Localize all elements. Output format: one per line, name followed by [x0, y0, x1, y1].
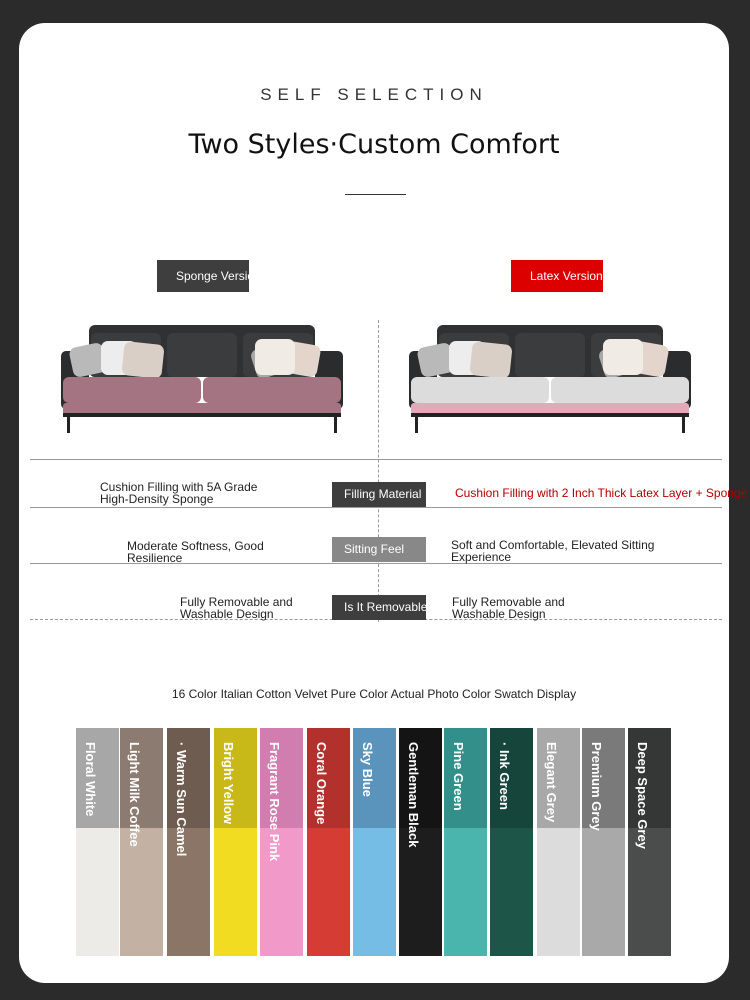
- removable-label: Is It Removable: [332, 595, 426, 620]
- swatch-fabric: [76, 828, 119, 956]
- color-swatch: [214, 728, 257, 956]
- color-swatch: [399, 728, 442, 956]
- color-swatch: [353, 728, 396, 956]
- row-divider: [30, 459, 722, 460]
- pillow: [255, 339, 295, 375]
- pillow: [469, 341, 512, 379]
- color-swatch: [628, 728, 671, 956]
- sponge-filling-text: Cushion Filling with 5A Grade High-Density Sponge: [100, 480, 258, 506]
- row-divider: [30, 507, 722, 508]
- back-cushion: [167, 333, 237, 377]
- seat-cushion: [63, 377, 201, 403]
- swatch-label: Coral Orange: [314, 742, 329, 825]
- color-swatch: [120, 728, 163, 956]
- seat-cushion: [203, 377, 341, 403]
- latex-sofa-image: [405, 319, 695, 435]
- swatch-label: Pine Green: [451, 742, 466, 811]
- seat-cushion: [551, 377, 689, 403]
- color-swatch: [444, 728, 487, 956]
- color-swatch: [582, 728, 625, 956]
- filling-material-label: Filling Material: [332, 482, 426, 507]
- color-swatch: [490, 728, 533, 956]
- swatch-fabric: [307, 828, 350, 956]
- back-cushion: [515, 333, 585, 377]
- swatch-fabric: [490, 828, 533, 956]
- pillow: [121, 341, 164, 379]
- product-card: [19, 23, 748, 983]
- sofa-leg: [334, 417, 337, 433]
- sofa-leg: [415, 417, 418, 433]
- latex-version-tag: Latex Version: [511, 260, 603, 292]
- swatch-label: Bright Yellow: [221, 742, 236, 825]
- center-divider: [378, 320, 379, 622]
- sponge-removable-text: Fully Removable and Washable Design: [180, 595, 293, 621]
- color-swatch: [307, 728, 350, 956]
- swatch-fabric: [120, 828, 163, 956]
- swatch-label: Deep Space Grey: [635, 742, 650, 849]
- sponge-version-tag: Sponge Version: [157, 260, 249, 292]
- sofa-leg: [682, 417, 685, 433]
- sofa-frame: [411, 413, 689, 417]
- color-swatch: [260, 728, 303, 956]
- swatch-fabric: [214, 828, 257, 956]
- sofa-frame: [63, 413, 341, 417]
- latex-removable-text: Fully Removable and Washable Design: [452, 595, 565, 621]
- seat-cushion: [411, 377, 549, 403]
- swatch-label: Elegant Grey: [544, 742, 559, 823]
- color-swatch: [76, 728, 119, 956]
- swatch-caption: 16 Color Italian Cotton Velvet Pure Color Actual Photo Color Swatch Display: [171, 687, 577, 701]
- latex-filling-text: Cushion Filling with 2 Inch Thick Latex Layer + Sponge: [455, 486, 748, 500]
- latex-feel-text: Soft and Comfortable, Elevated Sitting Experience: [451, 538, 655, 564]
- swatch-label: Floral White: [83, 742, 98, 817]
- section-title: Two Styles·Custom Comfort: [188, 129, 560, 160]
- swatch-label: · Ink Green: [497, 742, 512, 810]
- sponge-feel-text: Moderate Softness, Good Resilience: [127, 539, 264, 565]
- sitting-feel-label: Sitting Feel: [332, 537, 426, 562]
- title-divider: [345, 194, 406, 195]
- color-swatch: [167, 728, 210, 956]
- swatch-fabric: [353, 828, 396, 956]
- swatch-fabric: [444, 828, 487, 956]
- swatch-label: Sky Blue: [360, 742, 375, 797]
- sofa-leg: [67, 417, 70, 433]
- swatch-label: Fragrant Rose Pink: [267, 742, 282, 862]
- swatch-label: Premium Grey: [589, 742, 604, 831]
- color-swatch: [537, 728, 580, 956]
- swatch-label: · Warm Sun Camel: [174, 742, 189, 857]
- swatch-label: Gentleman Black: [406, 742, 421, 848]
- sponge-sofa-image: [57, 319, 347, 435]
- swatch-fabric: [537, 828, 580, 956]
- section-eyebrow: SELF SELECTION: [260, 85, 488, 104]
- swatch-label: Light Milk Coffee: [127, 742, 142, 847]
- swatch-fabric: [582, 828, 625, 956]
- pillow: [603, 339, 643, 375]
